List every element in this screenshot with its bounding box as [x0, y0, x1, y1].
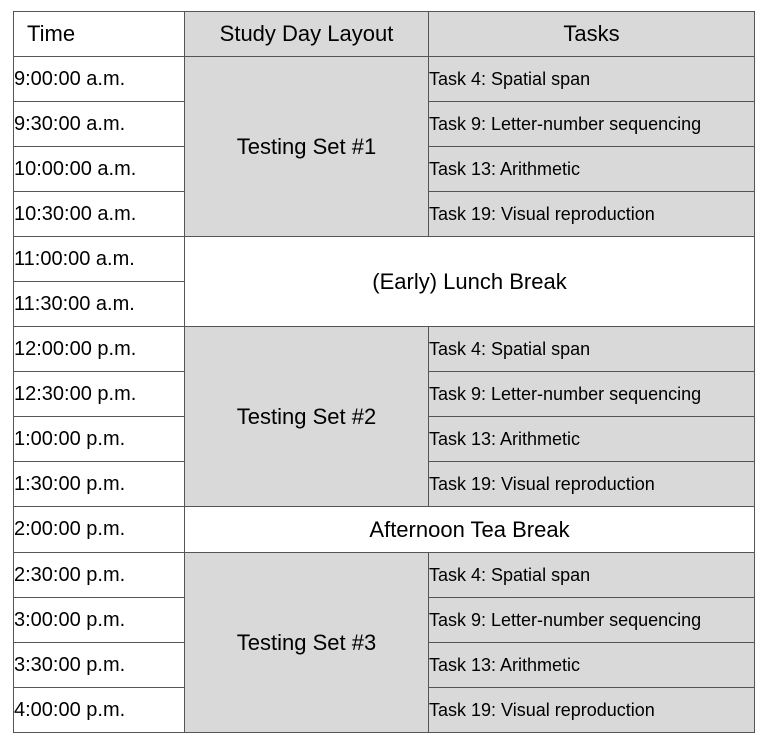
task-cell: Task 13: Arithmetic — [429, 417, 755, 462]
time-cell: 4:00:00 p.m. — [14, 688, 185, 733]
tea-break-cell: Afternoon Tea Break — [185, 507, 755, 553]
testing-set-1-cell: Testing Set #1 — [185, 57, 429, 237]
testing-set-3-cell: Testing Set #3 — [185, 553, 429, 733]
time-cell: 1:00:00 p.m. — [14, 417, 185, 462]
time-cell: 12:00:00 p.m. — [14, 327, 185, 372]
table-row — [14, 507, 755, 553]
task-cell: Task 19: Visual reproduction — [429, 688, 755, 733]
task-cell: Task 9: Letter-number sequencing — [429, 598, 755, 643]
table-row — [14, 327, 755, 372]
layout-column-header: Study Day Layout — [185, 12, 429, 57]
task-cell: Task 4: Spatial span — [429, 57, 755, 102]
tasks-column-header: Tasks — [429, 12, 755, 57]
time-cell: 9:00:00 a.m. — [14, 57, 185, 102]
study-day-schedule-table — [13, 11, 755, 733]
table-row — [14, 237, 755, 282]
time-cell: 10:30:00 a.m. — [14, 192, 185, 237]
task-cell: Task 4: Spatial span — [429, 327, 755, 372]
time-cell: 3:30:00 p.m. — [14, 643, 185, 688]
time-cell: 11:30:00 a.m. — [14, 282, 185, 327]
time-cell: 1:30:00 p.m. — [14, 462, 185, 507]
task-cell: Task 9: Letter-number sequencing — [429, 372, 755, 417]
time-cell: 11:00:00 a.m. — [14, 237, 185, 282]
task-cell: Task 13: Arithmetic — [429, 147, 755, 192]
time-column-header: Time — [14, 12, 185, 57]
header-row — [14, 12, 755, 57]
table-row — [14, 57, 755, 102]
time-cell: 10:00:00 a.m. — [14, 147, 185, 192]
time-cell: 2:30:00 p.m. — [14, 553, 185, 598]
task-cell: Task 13: Arithmetic — [429, 643, 755, 688]
task-cell: Task 9: Letter-number sequencing — [429, 102, 755, 147]
lunch-break-cell: (Early) Lunch Break — [185, 237, 755, 327]
time-cell: 12:30:00 p.m. — [14, 372, 185, 417]
time-cell: 2:00:00 p.m. — [14, 507, 185, 553]
task-cell: Task 19: Visual reproduction — [429, 462, 755, 507]
time-cell: 9:30:00 a.m. — [14, 102, 185, 147]
task-cell: Task 19: Visual reproduction — [429, 192, 755, 237]
table-row — [14, 553, 755, 598]
testing-set-2-cell: Testing Set #2 — [185, 327, 429, 507]
task-cell: Task 4: Spatial span — [429, 553, 755, 598]
time-cell: 3:00:00 p.m. — [14, 598, 185, 643]
